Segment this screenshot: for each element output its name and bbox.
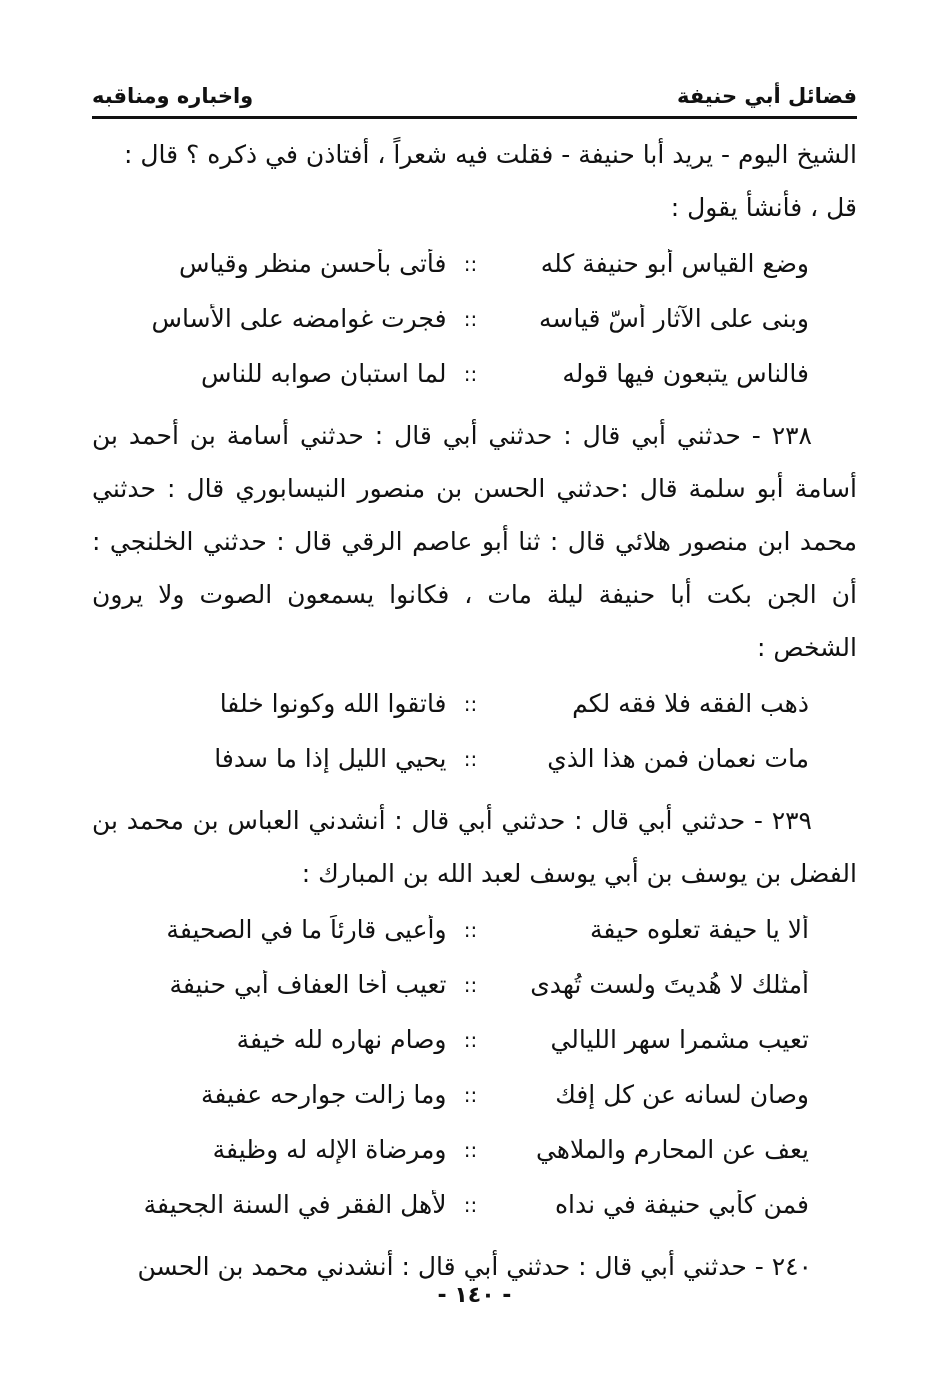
verses-239 xyxy=(92,902,857,1232)
verse-second-hemistich: يحيي الليل إذا ما سدفا xyxy=(214,744,447,773)
verses-238 xyxy=(92,676,857,786)
verse-line xyxy=(92,1012,857,1067)
verse-line xyxy=(92,1067,857,1122)
header-section-title: واخباره ومناقبه xyxy=(92,84,254,108)
verse-second-hemistich: تعيب أخا العفاف أبي حنيفة xyxy=(169,970,447,999)
verse-first-hemistich: أمثلك لا هُديتَ ولست تُهدى xyxy=(530,970,809,999)
verse-separator: :: xyxy=(463,251,478,276)
verse-line xyxy=(92,346,857,401)
verse-second-hemistich: وصام نهاره لله خيفة xyxy=(236,1025,447,1054)
verse-separator: :: xyxy=(463,972,478,997)
verse-first-hemistich: ألا يا حيفة تعلوه حيفة xyxy=(590,915,809,944)
verse-line xyxy=(92,236,857,291)
verse-second-hemistich: ومرضاة الإله له وظيفة xyxy=(212,1135,447,1164)
verse-second-hemistich: لأهل الفقر في السنة الجحيفة xyxy=(143,1190,447,1219)
verse-separator: :: xyxy=(463,1027,478,1052)
verse-first-hemistich: ذهب الفقه فلا فقه لكم xyxy=(572,689,809,718)
verse-separator: :: xyxy=(463,1082,478,1107)
verse-line xyxy=(92,676,857,731)
verse-second-hemistich: فجرت غوامضه على الأساس xyxy=(151,304,447,333)
page-number: - ١٤٠ - xyxy=(437,1283,512,1308)
verse-separator: :: xyxy=(463,917,478,942)
verse-first-hemistich: وضع القياس أبو حنيفة كله xyxy=(540,249,809,278)
verse-separator: :: xyxy=(463,306,478,331)
intro-paragraph: الشيخ اليوم - يريد أبا حنيفة - فقلت فيه شعراً ، أفتاذن في ذكره ؟ قال : قل ، فأنشأ يقول : xyxy=(123,140,857,222)
verse-separator: :: xyxy=(463,1192,478,1217)
verse-separator: :: xyxy=(463,746,478,771)
intro-verses xyxy=(92,236,857,401)
verse-separator: :: xyxy=(463,1137,478,1162)
verse-first-hemistich: وبنى على الآثار أسّ قياسه xyxy=(538,304,809,333)
verse-second-hemistich: وأعيى قارئاً ما في الصحيفة xyxy=(166,915,447,944)
page-body xyxy=(92,128,857,1293)
verse-first-hemistich: يعف عن المحارم والملاهي xyxy=(535,1135,809,1164)
narration-240: ٢٤٠ - حدثني أبي قال : حدثني أبي قال : أنشدني محمد بن الحسن xyxy=(137,1252,812,1281)
narration-238: ٢٣٨ - حدثني أبي قال : حدثني أبي قال : حدثني أسامة بن أحمد بن أسامة أبو سلمة قال :حدثني الحسن بن منصور النيسابوري قال : حدثني محمد ابن منصور هلائي قال : ثنا أبو عاصم الرقي قال : حدثني الخلنجي : أن الجن بكت أبا حنيفة ليلة مات ، فكانوا يسمعون الصوت ولا يرون الشخص : xyxy=(92,421,857,662)
verse-line xyxy=(92,291,857,346)
narration-239: ٢٣٩ - حدثني أبي قال : حدثني أبي قال : أنشدني العباس بن محمد بن الفضل بن يوسف بن أبي يوسف لعبد الله بن المبارك : xyxy=(92,806,857,888)
verse-second-hemistich: لما استبان صوابه للناس xyxy=(201,359,447,388)
verse-second-hemistich: فأتى بأحسن منظر وقياس xyxy=(179,249,447,278)
verse-first-hemistich: وصان لسانه عن كل إفك xyxy=(555,1080,809,1109)
verse-line xyxy=(92,957,857,1012)
verse-second-hemistich: وما زالت جوارحه عفيفة xyxy=(201,1080,447,1109)
header-book-title: فضائل أبي حنيفة xyxy=(676,84,857,108)
verse-line xyxy=(92,1177,857,1232)
running-header xyxy=(92,78,857,114)
verse-line xyxy=(92,731,857,786)
verse-separator: :: xyxy=(463,361,478,386)
verse-first-hemistich: تعيب مشمرا سهر الليالي xyxy=(550,1025,809,1054)
verse-line xyxy=(92,1122,857,1177)
verse-second-hemistich: فاتقوا الله وكونوا خلفا xyxy=(219,689,447,718)
verse-first-hemistich: فالناس يتبعون فيها قوله xyxy=(562,359,809,388)
verse-line xyxy=(92,902,857,957)
verse-separator: :: xyxy=(463,691,478,716)
verse-first-hemistich: فمن كأبي حنيفة في نداه xyxy=(554,1190,809,1219)
verse-first-hemistich: مات نعمان فمن هذا الذي xyxy=(547,744,809,773)
header-rule xyxy=(92,116,857,119)
